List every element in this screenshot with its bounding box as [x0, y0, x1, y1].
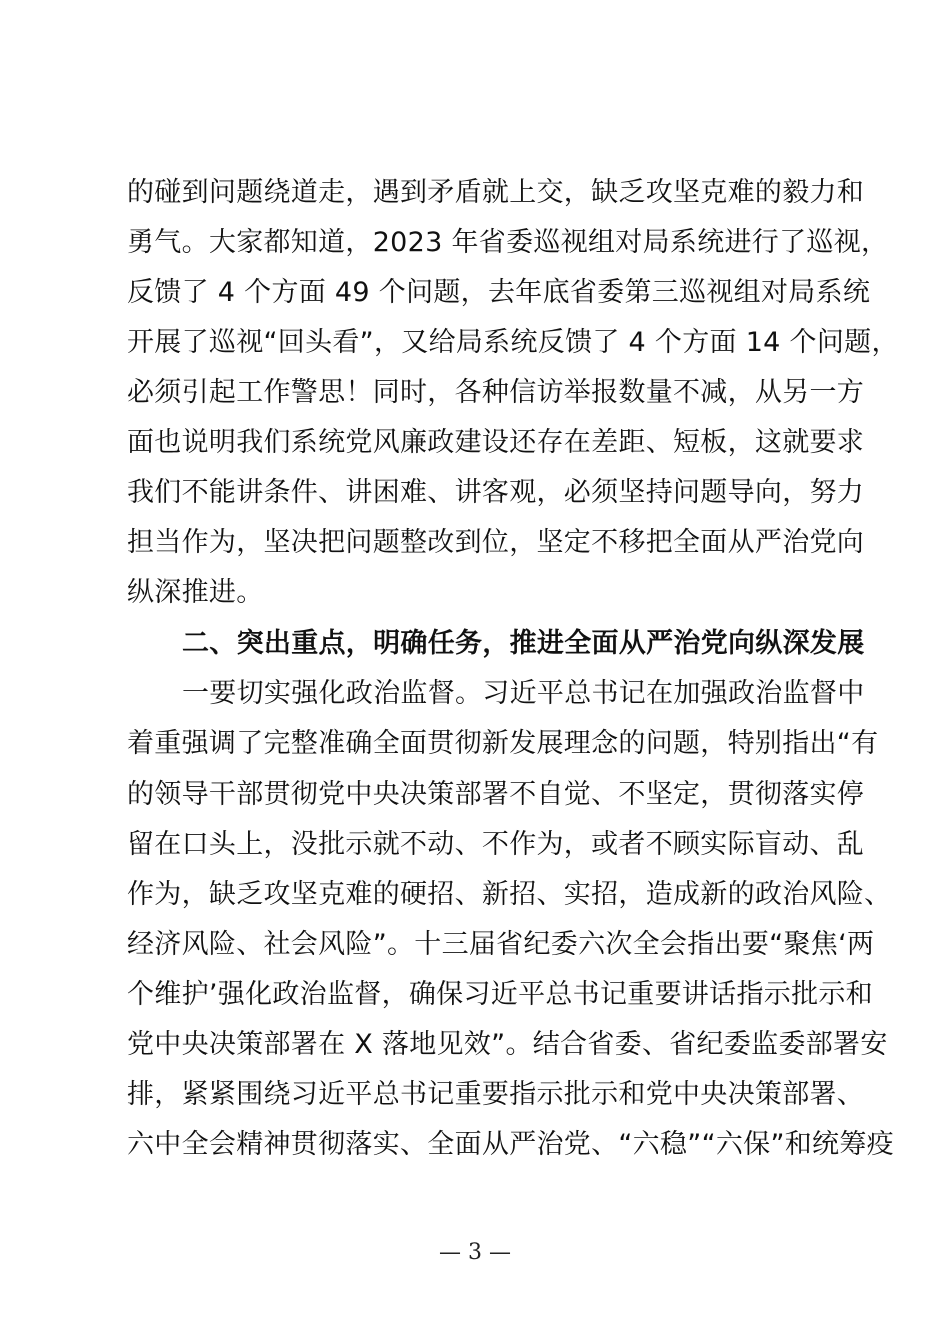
text-line: 担当作为，坚决把问题整改到位，坚定不移把全面从严治党向	[127, 527, 865, 558]
text-line: 面也说明我们系统党风廉政建设还存在差距、短板，这就要求	[127, 427, 865, 458]
text-line: 反馈了 4 个方面 49 个问题，去年底省委第三巡视组对局系统	[127, 277, 871, 308]
text-line: 纵深推进。	[127, 577, 264, 608]
text-line: 六中全会精神贯彻落实、全面从严治党、“六稳”“六保”和统筹疫	[127, 1129, 894, 1160]
text-line: 个维护’强化政治监督，确保习近平总书记重要讲话指示批示和	[127, 979, 873, 1010]
text-line: 排，紧紧围绕习近平总书记重要指示批示和党中央决策部署、	[127, 1079, 865, 1110]
text-line: 勇气。大家都知道，2023 年省委巡视组对局系统进行了巡视，	[127, 227, 889, 258]
section-heading: 二、突出重点，明确任务，推进全面从严治党向纵深发展	[182, 628, 865, 659]
page-number: — 3 —	[439, 1240, 511, 1265]
text-line: 留在口头上，没批示就不动、不作为，或者不顾实际盲动、乱	[127, 829, 865, 860]
text-line: 作为，缺乏攻坚克难的硬招、新招、实招，造成新的政治风险、	[127, 879, 892, 910]
text-line: 着重强调了完整准确全面贯彻新发展理念的问题，特别指出“有	[127, 728, 879, 759]
text-line: 的碰到问题绕道走，遇到矛盾就上交，缺乏攻坚克难的毅力和	[127, 177, 865, 208]
text-line: 我们不能讲条件、讲困难、讲客观，必须坚持问题导向，努力	[127, 477, 865, 508]
text-line: 必须引起工作警思！同时，各种信访举报数量不减，从另一方	[127, 377, 865, 408]
text-line: 开展了巡视“回头看”，又给局系统反馈了 4 个方面 14 个问题，	[127, 327, 899, 358]
paragraph-first-line: 一要切实强化政治监督。习近平总书记在加强政治监督中	[182, 678, 865, 709]
text-line: 经济风险、社会风险”。十三届省纪委六次全会指出要“聚焦‘两	[127, 929, 875, 960]
text-line: 党中央决策部署在 X 落地见效”。结合省委、省纪委监委部署安	[127, 1029, 888, 1060]
text-line: 的领导干部贯彻党中央决策部署不自觉、不坚定，贯彻落实停	[127, 779, 865, 810]
